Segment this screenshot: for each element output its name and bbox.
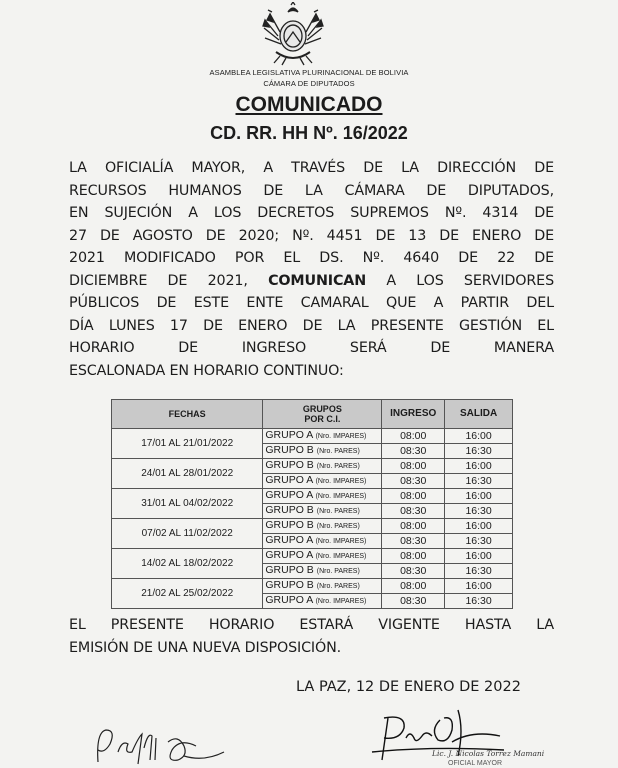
group-name: GRUPO B [265,519,314,531]
institution-name: ASAMBLEA LEGISLATIVA PLURINACIONAL DE BOLIVIA [209,68,409,77]
group-parity: (Nro. PARES) [316,583,360,590]
body-line: 27 DE AGOSTO DE 2020; Nº. 4451 DE 13 DE ENERO DE [69,227,554,244]
group-name: GRUPO A [265,429,313,441]
body-line: PÚBLICOS DE ESTE ENTE CAMARAL QUE A PARTIR DEL [69,295,554,311]
table-row [112,429,513,444]
salida-time: 16:30 [445,504,513,519]
group-name: GRUPO B [265,579,314,591]
group-parity: (Nro. IMPARES) [315,538,367,545]
group-parity: (Nro. IMPARES) [315,553,367,560]
salida-time: 16:30 [445,594,513,609]
ingreso-time: 08:30 [382,534,445,549]
ingreso-time: 08:30 [382,474,445,489]
header-salida: SALIDA [445,400,513,429]
ingreso-time: 08:30 [382,564,445,579]
group-name: GRUPO A [265,474,313,486]
ingreso-time: 08:00 [382,459,445,474]
body-line [69,270,554,293]
salida-time: 16:00 [445,489,513,504]
body-paragraph [69,157,554,382]
header-grupos-line1: GRUPOS [302,404,342,414]
salida-time: 16:00 [445,549,513,564]
group-name: GRUPO A [265,594,313,606]
group-name: GRUPO A [265,489,313,501]
salida-time: 16:30 [445,564,513,579]
group-parity: (Nro. PARES) [316,568,360,575]
footer-line: EL PRESENTE HORARIO ESTARÁ VIGENTE HASTA LA [69,617,554,633]
group-parity: (Nro. IMPARES) [315,433,367,440]
ingreso-time: 08:00 [382,549,445,564]
body-line: EN SUJECIÓN A LOS DECRETOS SUPREMOS Nº. 4314 DE [69,205,554,221]
group-name: GRUPO B [265,564,314,576]
group-parity: (Nro. IMPARES) [315,598,367,605]
chamber-name: CÁMARA DE DIPUTADOS [263,79,355,88]
ingreso-time: 08:30 [382,444,445,459]
ingreso-time: 08:00 [382,489,445,504]
institution-header [150,67,468,89]
table-row [112,579,513,594]
ingreso-time: 08:00 [382,519,445,534]
group-cell [263,549,382,564]
salida-time: 16:00 [445,519,513,534]
group-cell [263,474,382,489]
group-name: GRUPO B [265,444,314,456]
week-date-range: 24/01 AL 28/01/2022 [112,459,263,489]
group-name: GRUPO B [265,459,314,471]
table-row [112,549,513,564]
place-and-date: LA PAZ, 12 DE ENERO DE 2022 [296,679,521,695]
header-grupos [263,400,382,429]
schedule-table [111,399,513,609]
salida-time: 16:30 [445,474,513,489]
group-parity: (Nro. PARES) [316,508,360,515]
body-line: DÍA LUNES 17 DE ENERO DE LA PRESENTE GESTIÓN EL [69,317,554,334]
salida-time: 16:30 [445,444,513,459]
group-cell [263,594,382,609]
group-name: GRUPO A [265,534,313,546]
group-parity: (Nro. PARES) [316,448,360,455]
body-line: HORARIO DE INGRESO SERÁ DE MANERA [69,340,554,356]
group-cell [263,534,382,549]
body-text: A LOS SERVIDORES [366,272,554,289]
week-date-range: 07/02 AL 11/02/2022 [112,519,263,549]
body-line: LA OFICIALÍA MAYOR, A TRAVÉS DE LA DIRECCIÓN DE [69,160,554,176]
table-row [112,459,513,474]
table-header-row [112,400,513,429]
group-cell [263,459,382,474]
handwritten-signature-left [88,712,238,768]
header-ingreso: INGRESO [382,400,445,429]
group-name: GRUPO A [265,549,313,561]
salida-time: 16:00 [445,459,513,474]
group-parity: (Nro. IMPARES) [315,478,367,485]
week-date-range: 21/02 AL 25/02/2022 [112,579,263,609]
ingreso-time: 08:00 [382,429,445,444]
body-line: RECURSOS HUMANOS DE LA CÁMARA DE DIPUTADOS, [69,182,554,199]
body-line: 2021 MODIFICADO POR EL DS. Nº. 4640 DE 22 DE [69,250,554,266]
group-cell [263,489,382,504]
footer-line: EMISIÓN DE UNA NUEVA DISPOSICIÓN. [69,639,342,656]
schedule-body [112,429,513,609]
group-cell [263,564,382,579]
document-title: COMUNICADO [235,93,383,116]
body-text: DICIEMBRE DE 2021, [69,272,269,289]
header-grupos-line2: POR C.I. [304,414,341,424]
week-date-range: 14/02 AL 18/02/2022 [112,549,263,579]
closing-paragraph [69,614,554,659]
ingreso-time: 08:30 [382,594,445,609]
body-emphasis: COMUNICAN [268,272,367,289]
salida-time: 16:00 [445,579,513,594]
bolivia-coat-of-arms-icon [258,2,328,66]
week-date-range: 31/01 AL 04/02/2022 [112,489,263,519]
salida-time: 16:00 [445,429,513,444]
table-row [112,519,513,534]
ingreso-time: 08:30 [382,504,445,519]
header-fechas: FECHAS [112,400,263,429]
group-cell [263,504,382,519]
salida-time: 16:30 [445,534,513,549]
table-row [112,489,513,504]
group-parity: (Nro. PARES) [316,523,360,530]
signer-name: Lic. J. Nicolas Torrez Mamani [432,749,545,758]
week-date-range: 17/01 AL 21/01/2022 [112,429,263,459]
group-name: GRUPO B [265,504,314,516]
ingreso-time: 08:00 [382,579,445,594]
group-cell [263,519,382,534]
body-line: ESCALONADA EN HORARIO CONTINUO: [69,362,344,379]
group-cell [263,444,382,459]
group-parity: (Nro. IMPARES) [315,493,367,500]
group-cell [263,429,382,444]
document-reference: CD. RR. HH Nº. 16/2022 [210,123,408,143]
group-parity: (Nro. PARES) [316,463,360,470]
signer-role: OFICIAL MAYOR [448,760,503,767]
group-cell [263,579,382,594]
